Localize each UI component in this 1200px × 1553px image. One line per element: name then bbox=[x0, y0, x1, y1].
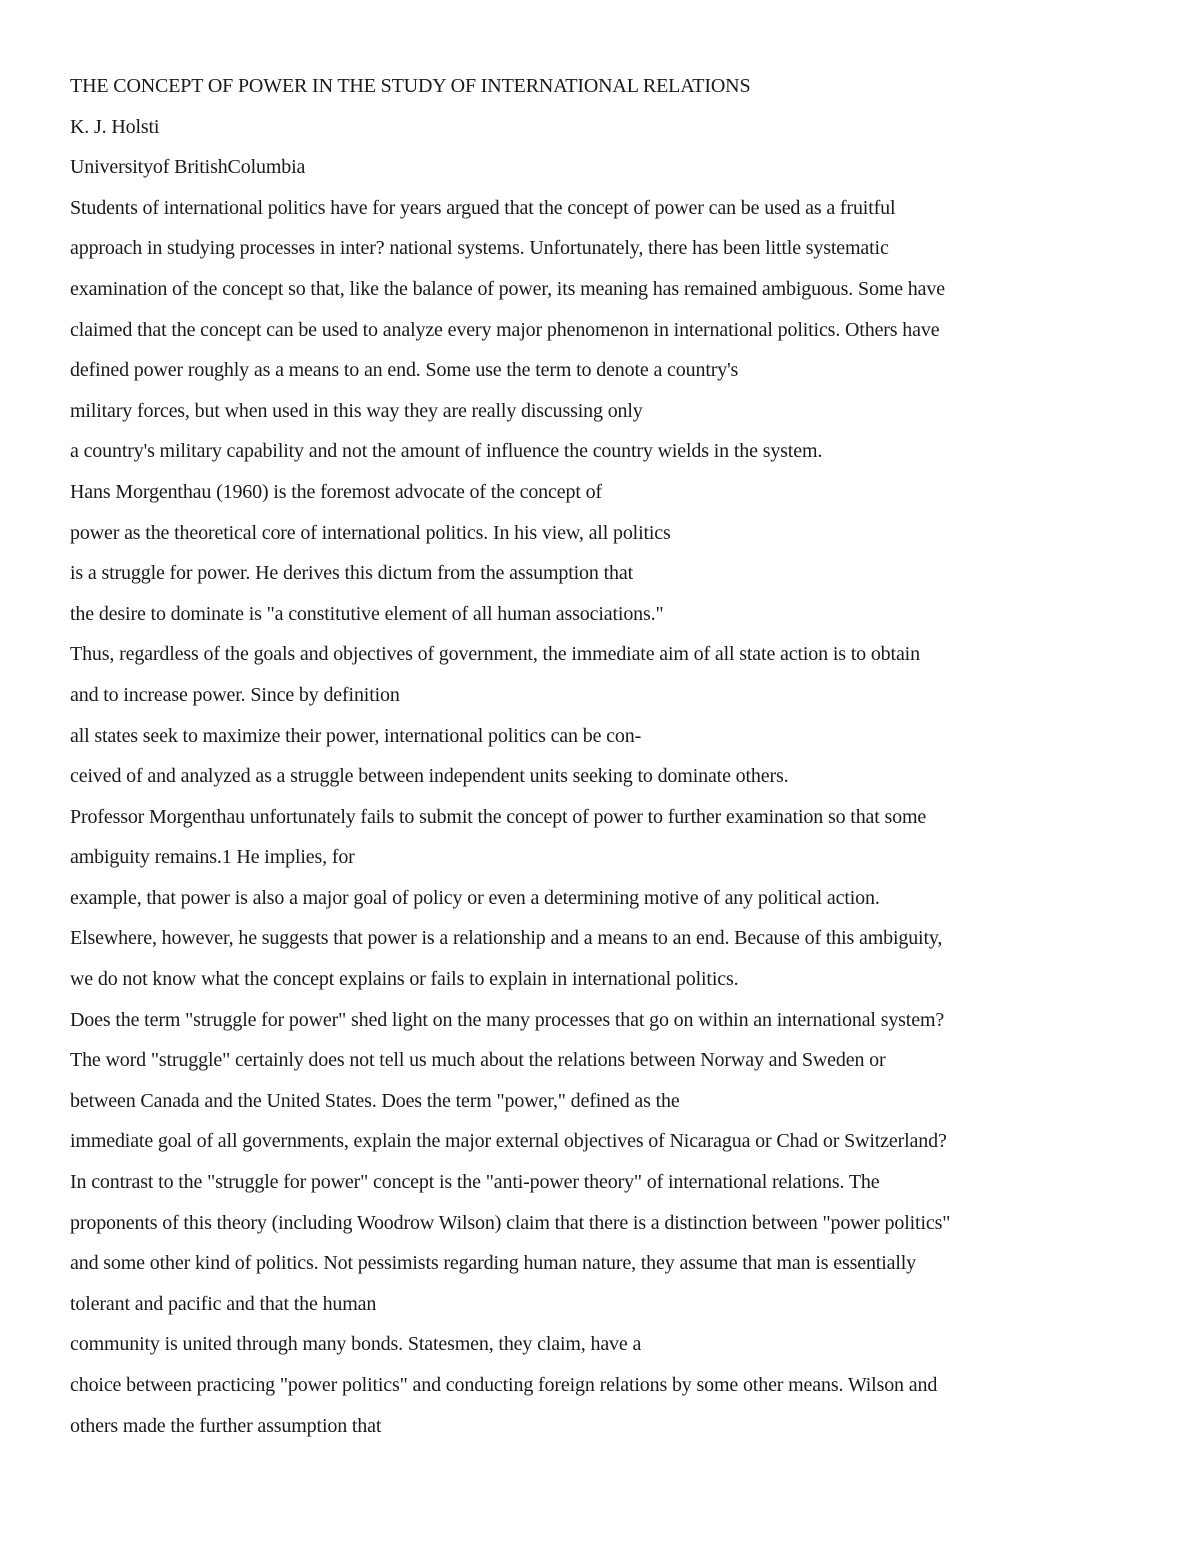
body-text-line: defined power roughly as a means to an end. Some use the term to denote a country's bbox=[70, 359, 739, 382]
body-text-line: choice between practicing "power politics" and conducting foreign relations by some other means. Wilson and bbox=[70, 1374, 938, 1396]
body-text-line: ceived of and analyzed as a struggle between independent units seeking to dominate others. bbox=[70, 765, 789, 788]
body-text-line: military forces, but when used in this way they are really discussing only bbox=[70, 399, 643, 422]
body-text-line: Does the term "struggle for power" shed light on the many processes that go on within an international system? bbox=[70, 1008, 945, 1031]
body-text-line: power as the theoretical core of international politics. In his view, all politics bbox=[70, 521, 671, 544]
body-text-line: Students of international politics have for years argued that the concept of power can be used as a fruitful bbox=[70, 196, 896, 219]
body-text-line: all states seek to maximize their power, international politics can be con- bbox=[70, 724, 642, 747]
body-text-line: a country's military capability and not the amount of influence the country wields in the system. bbox=[70, 440, 823, 463]
document-affiliation: Universityof BritishColumbia bbox=[70, 156, 306, 179]
body-text-line: is a struggle for power. He derives this dictum from the assumption that bbox=[70, 562, 633, 585]
body-text-line: we do not know what the concept explains or fails to explain in international politics. bbox=[70, 968, 739, 991]
body-text-line: Elsewhere, however, he suggests that power is a relationship and a means to an end. Because of this ambiguity, bbox=[70, 927, 943, 950]
body-text-line: ambiguity remains.1 He implies, for bbox=[70, 846, 355, 869]
document-page bbox=[70, 72, 1170, 1452]
body-text-line: Professor Morgenthau unfortunately fails to submit the concept of power to further examination so that some bbox=[70, 805, 927, 828]
body-text-line: community is united through many bonds. Statesmen, they claim, have a bbox=[70, 1333, 642, 1356]
body-text-line: example, that power is also a major goal of policy or even a determining motive of any political action. bbox=[70, 886, 880, 909]
body-text-line: others made the further assumption that bbox=[70, 1414, 382, 1437]
body-text-line: claimed that the concept can be used to analyze every major phenomenon in international politics. Others have bbox=[70, 318, 940, 341]
body-text-line: between Canada and the United States. Does the term "power," defined as the bbox=[70, 1089, 680, 1112]
document-body bbox=[70, 194, 1170, 1452]
document-author: K. J. Holsti bbox=[70, 115, 160, 138]
body-text-line: and to increase power. Since by definition bbox=[70, 683, 400, 706]
body-text-line: examination of the concept so that, like the balance of power, its meaning has remained ambiguous. Some have bbox=[70, 277, 945, 300]
body-text-line: approach in studying processes in inter? national systems. Unfortunately, there has been little systematic bbox=[70, 237, 889, 260]
body-text-line: In contrast to the "struggle for power" concept is the "anti-power theory" of international relations. The bbox=[70, 1171, 880, 1194]
body-text-line: tolerant and pacific and that the human bbox=[70, 1292, 377, 1315]
body-text-line: Thus, regardless of the goals and objectives of government, the immediate aim of all state action is to obtain bbox=[70, 643, 920, 666]
body-text-line: immediate goal of all governments, explain the major external objectives of Nicaragua or Chad or Switzerland? bbox=[70, 1130, 947, 1153]
document-title: THE CONCEPT OF POWER IN THE STUDY OF INTERNATIONAL RELATIONS bbox=[70, 75, 751, 97]
body-text-line: proponents of this theory (including Woodrow Wilson) claim that there is a distinction between "power politics" bbox=[70, 1211, 951, 1234]
body-text-line: and some other kind of politics. Not pessimists regarding human nature, they assume that man is essentially bbox=[70, 1252, 917, 1275]
body-text-line: The word "struggle" certainly does not tell us much about the relations between Norway and Sweden or bbox=[70, 1049, 886, 1072]
body-text-line: the desire to dominate is "a constitutive element of all human associations." bbox=[70, 602, 664, 625]
body-text-line: Hans Morgenthau (1960) is the foremost advocate of the concept of bbox=[70, 480, 602, 503]
